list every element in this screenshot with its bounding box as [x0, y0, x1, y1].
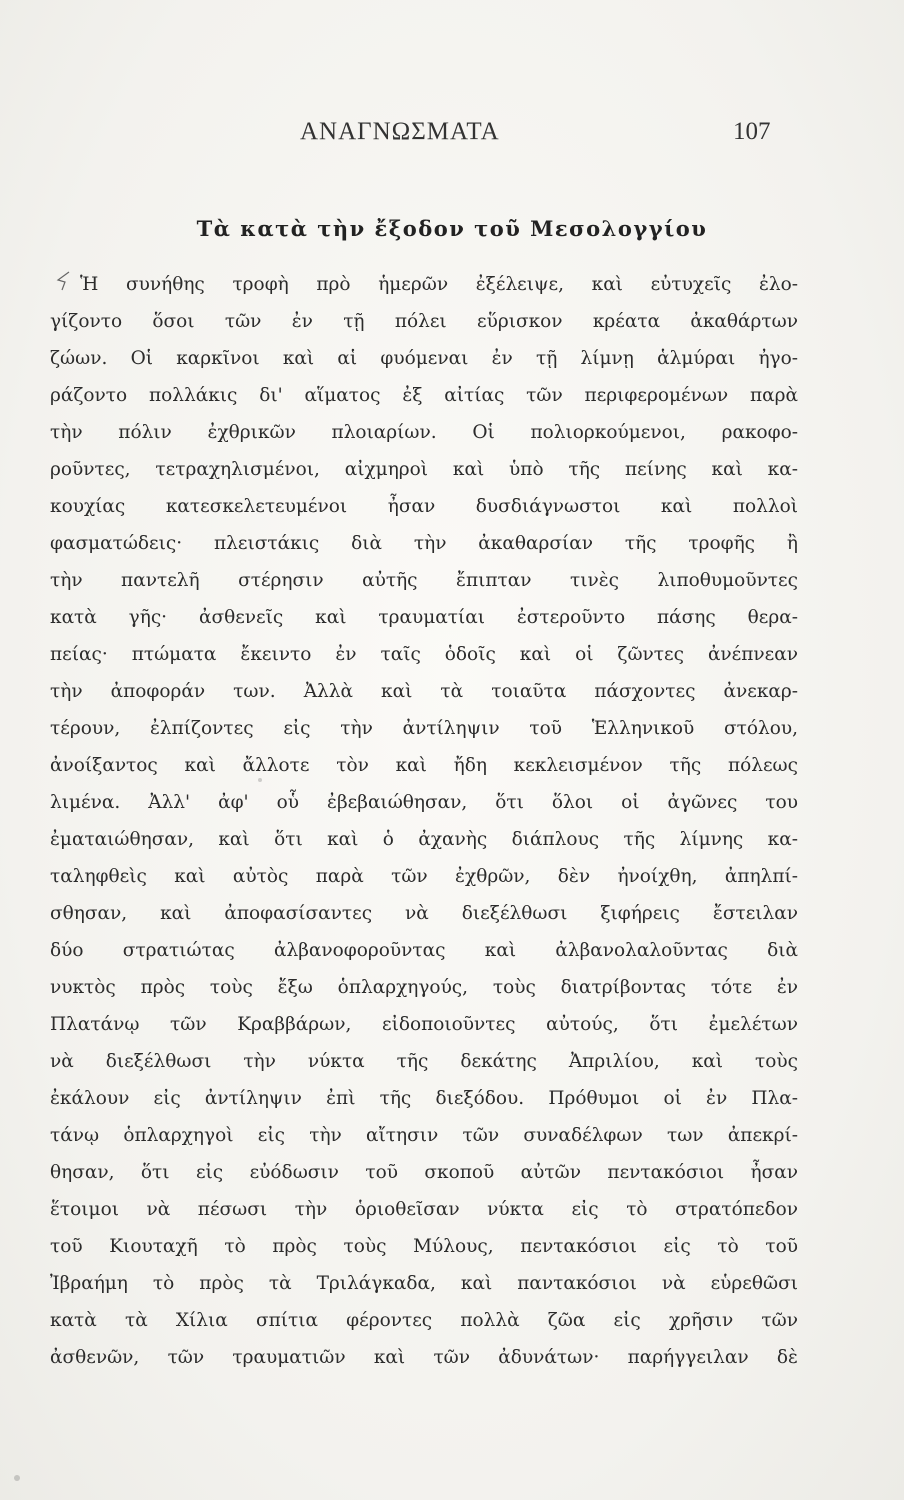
text-line: ἐματαιώθησαν, καὶ ὅτι καὶ ὁ ἀχανὴς διάπλους τῆς λίμνης κα-	[50, 829, 798, 850]
text-line: ζώων. Οἱ καρκῖνοι καὶ αἱ φυόμεναι ἐν τῇ λίμνῃ ἁλμύραι ἠγο-	[50, 348, 798, 369]
text-line: τὴν πόλιν ἐχθρικῶν πλοιαρίων. Οἱ πολιορκούμενοι, ρακοφο-	[50, 422, 798, 443]
text-line: ἀσθενῶν, τῶν τραυματιῶν καὶ τῶν ἀδυνάτων· παρήγγειλαν δὲ	[50, 1347, 798, 1368]
paper-speck	[258, 778, 262, 782]
section-heading: Τὰ κατὰ τὴν ἔξοδον τοῦ Μεσολογγίου	[196, 216, 708, 241]
text-line: τὴν παντελῆ στέρησιν αὐτῆς ἔπιπταν τινὲς λιποθυμοῦντες	[50, 570, 798, 591]
text-line: ροῦντες, τετραχηλισμένοι, αἰχμηροὶ καὶ ὑπὸ τῆς πείνης καὶ κα-	[50, 459, 798, 480]
text-line: Ἡ συνήθης τροφὴ πρὸ ἡμερῶν ἐξέλειψε, καὶ εὐτυχεῖς ἐλο-	[80, 274, 798, 295]
text-line: κουχίας κατεσκελετευμένοι ἦσαν δυσδιάγνωστοι καὶ πολλοὶ	[50, 496, 798, 517]
text-line: Ἰβραήμη τὸ πρὸς τὰ Τριλάγκαδα, καὶ παντακόσιοι νὰ εὑρεθῶσι	[50, 1273, 798, 1294]
text-line: ταληφθεὶς καὶ αὐτὸς παρὰ τῶν ἐχθρῶν, δὲν ἠνοίχθη, ἀπηλπί-	[50, 866, 798, 887]
text-line: νυκτὸς πρὸς τοὺς ἔξω ὁπλαρχηγούς, τοὺς διατρίβοντας τότε ἐν	[50, 977, 798, 998]
page-number: 107	[733, 118, 771, 145]
text-line: τέρουν, ἐλπίζοντες εἰς τὴν ἀντίληψιν τοῦ Ἑλληνικοῦ στόλου,	[50, 718, 798, 739]
paper-speck	[14, 1475, 20, 1481]
text-line: ἐκάλουν εἰς ἀντίληψιν ἐπὶ τῆς διεξόδου. Πρόθυμοι οἱ ἐν Πλα-	[50, 1088, 798, 1109]
text-line: νὰ διεξέλθωσι τὴν νύκτα τῆς δεκάτης Ἀπριλίου, καὶ τοὺς	[50, 1051, 798, 1072]
running-header	[0, 118, 904, 148]
text-line: σθησαν, καὶ ἀποφασίσαντες νὰ διεξέλθωσι ξιφήρεις ἔστειλαν	[50, 903, 798, 924]
text-line: Πλατάνῳ τῶν Κραββάρων, εἰδοποιοῦντες αὐτούς, ὅτι ἐμελέτων	[50, 1014, 798, 1035]
text-line: τάνῳ ὁπλαρχηγοὶ εἰς τὴν αἴτησιν τῶν συναδέλφων των ἀπεκρί-	[50, 1125, 798, 1146]
text-line: ἀνοίξαντος καὶ ἄλλοτε τὸν καὶ ἤδη κεκλεισμένον τῆς πόλεως	[50, 755, 798, 776]
text-line: πείας· πτώματα ἔκειντο ἐν ταῖς ὁδοῖς καὶ οἱ ζῶντες ἀνέπνεαν	[50, 644, 798, 665]
text-line: κατὰ γῆς· ἀσθενεῖς καὶ τραυματίαι ἐστεροῦντο πάσης θερα-	[50, 607, 798, 628]
text-line: ράζοντο πολλάκις δι' αἵματος ἐξ αἰτίας τῶν περιφερομένων παρὰ	[50, 385, 798, 406]
text-line: κατὰ τὰ Χίλια σπίτια φέροντες πολλὰ ζῶα εἰς χρῆσιν τῶν	[50, 1310, 798, 1331]
text-line: τὴν ἀποφοράν των. Ἀλλὰ καὶ τὰ τοιαῦτα πάσχοντες ἀνεκαρ-	[50, 681, 798, 702]
text-line: φασματώδεις· πλειστάκις διὰ τὴν ἀκαθαρσίαν τῆς τροφῆς ἢ	[50, 533, 798, 554]
running-title: ΑΝΑΓΝΩΣΜΑΤΑ	[300, 118, 500, 145]
text-line: ἕτοιμοι νὰ πέσωσι τὴν ὁριοθεῖσαν νύκτα εἰς τὸ στρατόπεδον	[50, 1199, 798, 1220]
text-line: δύο στρατιώτας ἀλβανοφοροῦντας καὶ ἀλβανολαλοῦντας διὰ	[50, 940, 798, 961]
body-paragraph	[50, 266, 798, 1376]
text-line: λιμένα. Ἀλλ' ἀφ' οὗ ἐβεβαιώθησαν, ὅτι ὅλοι οἱ ἀγῶνες του	[50, 792, 798, 813]
text-line: θησαν, ὅτι εἰς εὐόδωσιν τοῦ σκοποῦ αὐτῶν πεντακόσιοι ἦσαν	[50, 1162, 798, 1183]
text-line: τοῦ Κιουταχῆ τὸ πρὸς τοὺς Μύλους, πεντακόσιοι εἰς τὸ τοῦ	[50, 1236, 798, 1257]
text-line: γίζοντο ὅσοι τῶν ἐν τῇ πόλει εὕρισκον κρέατα ἀκαθάρτων	[50, 311, 798, 332]
